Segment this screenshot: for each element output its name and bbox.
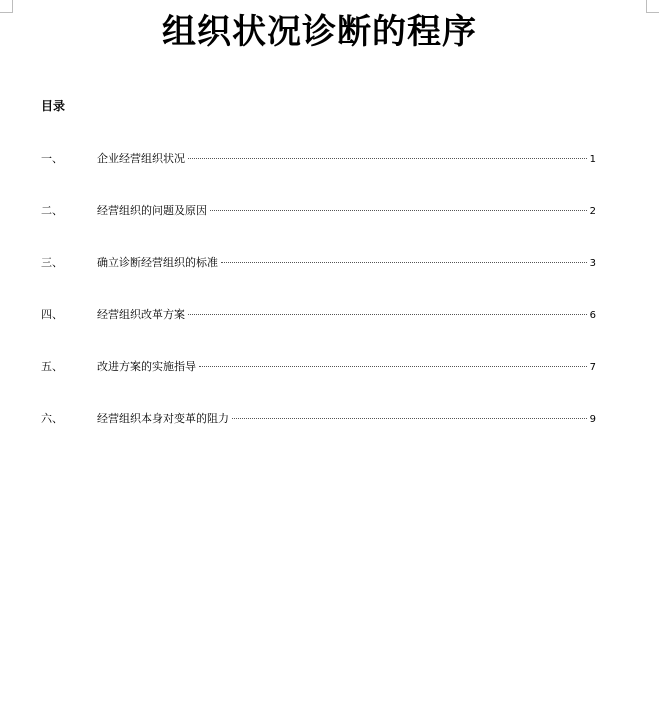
- toc-entry-text: 改进方案的实施指导: [97, 360, 196, 373]
- toc-entry-page: 9: [589, 414, 596, 425]
- crop-mark-top-right: [646, 0, 659, 13]
- toc-dot-leader: [199, 366, 587, 367]
- toc-dot-leader: [232, 418, 587, 419]
- toc-entry[interactable]: [41, 151, 596, 167]
- toc-heading: 目录: [41, 99, 66, 113]
- toc-entry-page: 6: [589, 310, 596, 321]
- toc-dot-leader: [210, 210, 587, 211]
- toc-entry-page: 1: [589, 154, 596, 165]
- toc-entry[interactable]: [41, 411, 596, 427]
- toc-entry-text: 经营组织改革方案: [97, 308, 185, 321]
- toc-entry[interactable]: [41, 203, 596, 219]
- toc-entry[interactable]: [41, 307, 596, 323]
- toc-dot-leader: [188, 314, 587, 315]
- toc-entry-number: 六、: [41, 412, 63, 425]
- toc-dot-leader: [221, 262, 587, 263]
- toc-entry-text: 经营组织本身对变革的阻力: [97, 412, 229, 425]
- toc-entry[interactable]: [41, 359, 596, 375]
- toc-entry-page: 3: [589, 258, 596, 269]
- toc-entry-text: 确立诊断经营组织的标准: [97, 256, 218, 269]
- toc-entry-text: 经营组织的问题及原因: [97, 204, 207, 217]
- toc-entry-text: 企业经营组织状况: [97, 152, 185, 165]
- toc-entry-page: 2: [589, 206, 596, 217]
- toc-entry[interactable]: [41, 255, 596, 271]
- document-title: 组织状况诊断的程序: [162, 12, 477, 52]
- toc-dot-leader: [188, 158, 587, 159]
- toc-entry-number: 二、: [41, 204, 63, 217]
- toc-entry-number: 三、: [41, 256, 63, 269]
- toc-entry-number: 一、: [41, 152, 63, 165]
- toc-entry-number: 五、: [41, 360, 63, 373]
- table-of-contents: [41, 151, 596, 463]
- toc-entry-number: 四、: [41, 308, 63, 321]
- toc-entry-page: 7: [589, 362, 596, 373]
